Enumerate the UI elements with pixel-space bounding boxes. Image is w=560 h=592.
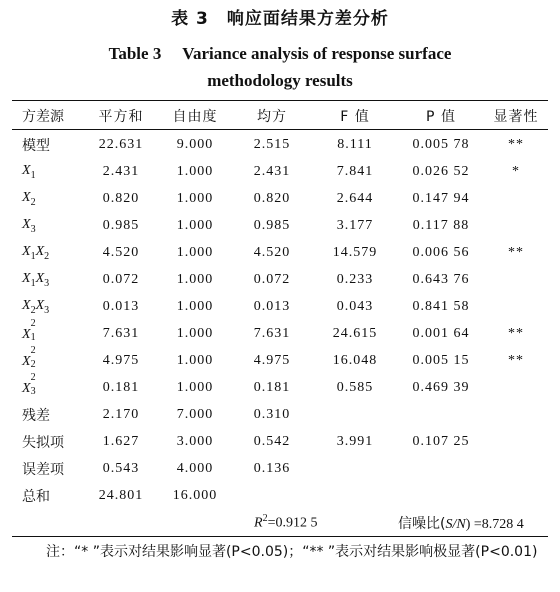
ss-cell: 0.013 [102,298,140,314]
table-bottom-rule [12,536,548,537]
sig-cell [484,428,548,455]
p-cell: 0.006 56 [412,244,470,260]
header-ms: 均方 [257,109,287,125]
table-row [12,320,548,347]
ms-cell: 2.431 [253,163,291,179]
ss-cell: 0.985 [102,217,140,233]
sig-cell [484,266,548,293]
snr-value: ) =8.728 4 [465,516,524,532]
source-subscript: 2 [30,359,36,370]
sig-cell [484,185,548,212]
source-cell [12,158,84,185]
sig-cell [484,455,548,482]
df-cell: 16.000 [172,487,218,503]
ss-cell: 0.072 [102,271,140,287]
header-source: 方差源 [22,109,64,125]
table-top-rule [12,100,548,101]
source-subscript-b: 3 [44,304,50,316]
ms-cell [232,482,312,509]
source-var: X [22,216,31,232]
anova-table [12,103,548,536]
snr-var: S/N [445,516,466,532]
source-superscript: 2 [30,345,36,356]
df-cell: 3.000 [176,433,214,449]
ss-cell: 0.181 [102,379,140,395]
p-cell: 0.643 76 [412,271,470,287]
ms-cell: 0.136 [253,460,291,476]
sig-cell [484,482,548,509]
ms-cell: 7.631 [253,325,291,341]
source-var-b: X [35,270,45,286]
ss-cell: 7.631 [102,325,140,341]
sig-cell: ** [508,325,524,341]
source-var: X [22,381,31,396]
ms-cell: 0.542 [253,433,291,449]
source-cell [12,212,84,239]
sig-cell: ** [508,244,524,260]
table-title-en-line1: Table 3 Variance analysis of response surface [108,44,452,63]
p-cell: 0.841 58 [412,298,470,314]
source-cell [12,293,84,320]
source-subscript-b: 2 [44,250,50,262]
source-var: X [22,354,31,369]
header-sig: 显著性 [493,109,539,125]
source-cell: 误差项 [22,461,64,478]
ms-cell: 0.985 [253,217,291,233]
source-cell: 残差 [22,407,50,424]
df-cell: 1.000 [176,325,214,341]
df-cell: 1.000 [176,379,214,395]
source-subscript-a: 2 [30,304,36,316]
f-cell: 14.579 [332,244,378,260]
p-cell: 0.005 15 [412,352,470,368]
table-row [12,185,548,212]
df-cell: 7.000 [176,406,214,422]
p-cell [398,401,484,428]
source-subscript: 1 [30,169,36,181]
p-cell [398,482,484,509]
r2-superscript: 2 [262,513,268,525]
source-subscript: 3 [30,223,36,235]
snr-label: 信噪比( [398,515,446,532]
f-cell [312,455,398,482]
df-cell: 1.000 [176,217,214,233]
ms-cell: 0.013 [253,298,291,314]
sig-cell [484,212,548,239]
header-f: F 值 [340,109,370,125]
source-superscript: 2 [30,318,36,329]
table-header-row [12,103,548,129]
ms-cell: 0.181 [253,379,291,395]
sig-cell: ** [508,136,524,152]
f-cell: 8.111 [337,136,373,152]
p-cell: 0.001 64 [412,325,470,341]
ss-cell: 2.431 [102,163,140,179]
ms-cell: 0.310 [253,406,291,422]
source-var-a: X [22,243,31,259]
df-cell: 1.000 [176,298,214,314]
source-subscript: 3 [30,386,36,397]
df-cell: 1.000 [176,163,214,179]
ss-cell: 22.631 [98,136,144,152]
source-subscript-b: 3 [44,277,50,289]
p-cell: 0.469 39 [412,379,470,395]
f-cell: 2.644 [336,190,374,206]
ms-cell: 0.072 [253,271,291,287]
source-cell [12,185,84,212]
f-cell: 3.991 [336,433,374,449]
source-subscript-a: 1 [30,277,36,289]
table-row [12,374,548,401]
f-cell: 7.841 [336,163,374,179]
ss-cell: 0.820 [102,190,140,206]
source-var: X [22,327,31,342]
ss-cell: 4.975 [102,352,140,368]
source-var: X [22,162,31,178]
f-cell [312,401,398,428]
df-cell: 1.000 [176,190,214,206]
table-row [12,482,548,509]
table-row [12,428,548,455]
sig-cell [484,401,548,428]
table-footnote: 注：“* ”表示对结果影响显著(P<0.05)；“** ”表示对结果影响极显著(P<0.01) [46,544,538,560]
p-cell: 0.147 94 [412,190,470,206]
table-title-en-line2: methodology results [207,71,353,90]
source-var-a: X [22,297,31,313]
header-ss: 平方和 [98,109,144,125]
source-var-a: X [22,270,31,286]
source-cell [12,239,84,266]
source-cell: 失拟项 [22,434,64,451]
source-superscript: 2 [30,372,36,383]
source-var-b: X [35,297,45,313]
source-cell [12,266,84,293]
source-subscript: 2 [30,196,36,208]
sig-cell: * [512,163,520,179]
f-cell: 24.615 [332,325,378,341]
source-subscript-a: 1 [30,250,36,262]
table-row [12,129,548,158]
df-cell: 1.000 [176,352,214,368]
table-row [12,455,548,482]
table-row [12,158,548,185]
ms-cell: 4.520 [253,244,291,260]
signal-to-noise [398,509,548,536]
ss-cell: 1.627 [102,433,140,449]
p-cell [398,455,484,482]
ss-cell: 0.543 [102,460,140,476]
header-p: P 值 [426,109,456,125]
source-subscript: 1 [30,332,36,343]
table-title-cn: 表 3 响应面结果方差分析 [171,9,389,29]
p-cell: 0.005 78 [412,136,470,152]
source-cell [12,320,84,347]
f-cell: 3.177 [336,217,374,233]
ss-cell: 4.520 [102,244,140,260]
df-cell: 4.000 [176,460,214,476]
source-cell: 模型 [22,137,50,154]
table-row [12,266,548,293]
f-cell: 0.233 [336,271,374,287]
sig-cell [484,293,548,320]
table-row [12,293,548,320]
table-row [12,239,548,266]
df-cell: 1.000 [176,244,214,260]
source-var: X [22,189,31,205]
table-row [12,347,548,374]
sig-cell [484,374,548,401]
table-row [12,212,548,239]
f-cell: 0.043 [336,298,374,314]
ss-cell: 2.170 [102,406,140,422]
ms-cell: 0.820 [253,190,291,206]
p-cell: 0.107 25 [412,433,470,449]
table-row [12,401,548,428]
ms-cell: 2.515 [253,136,291,152]
header-df: 自由度 [172,109,218,125]
df-cell: 1.000 [176,271,214,287]
ms-cell: 4.975 [253,352,291,368]
source-var-b: X [35,243,45,259]
ss-cell: 24.801 [98,487,144,503]
f-cell [312,482,398,509]
f-cell: 0.585 [336,379,374,395]
source-cell [12,374,84,401]
p-cell: 0.117 88 [412,217,470,233]
r-squared [232,509,398,536]
source-cell [12,347,84,374]
p-cell: 0.026 52 [412,163,470,179]
r2-label: R [254,515,263,531]
summary-stats-row [12,509,548,536]
r2-value: =0.912 5 [267,515,318,531]
source-cell: 总和 [22,488,50,505]
sig-cell: ** [508,352,524,368]
df-cell: 9.000 [176,136,214,152]
f-cell: 16.048 [332,352,378,368]
